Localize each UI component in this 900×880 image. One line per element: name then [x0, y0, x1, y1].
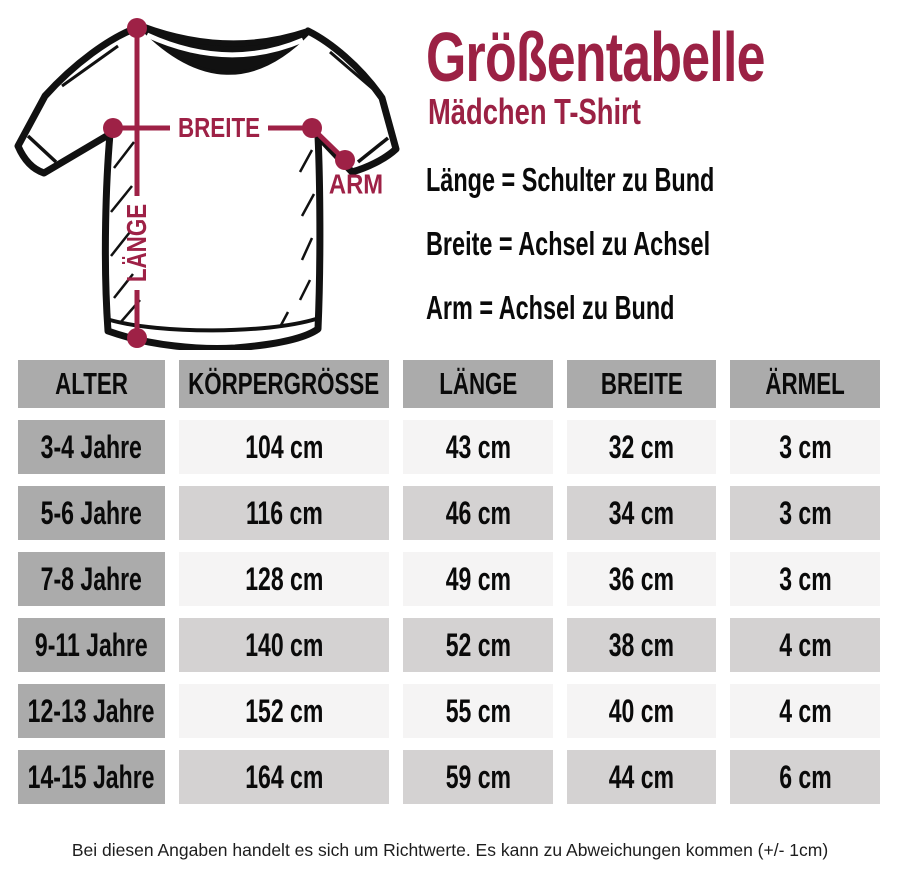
value-cell: 3 cm [730, 552, 880, 606]
value-cell: 6 cm [730, 750, 880, 804]
arm-label: ARM [328, 167, 384, 201]
value-cell: 164 cm [179, 750, 389, 804]
laenge-label: LÄNGE [121, 203, 153, 283]
page-subtitle: Mädchen T-Shirt [428, 91, 641, 132]
age-cell: 14-15 Jahre [18, 750, 165, 804]
value-cell: 52 cm [403, 618, 553, 672]
value-cell: 128 cm [179, 552, 389, 606]
definition-breite: Breite = Achsel zu Achsel [426, 225, 711, 262]
value-cell: 55 cm [403, 684, 553, 738]
value-cell: 152 cm [179, 684, 389, 738]
column-header-laenge: LÄNGE [403, 360, 553, 408]
value-cell: 43 cm [403, 420, 553, 474]
value-cell: 36 cm [567, 552, 716, 606]
size-table [18, 360, 880, 804]
value-cell: 40 cm [567, 684, 716, 738]
value-cell: 44 cm [567, 750, 716, 804]
definition-laenge: Länge = Schulter zu Bund [426, 161, 715, 198]
value-cell: 3 cm [730, 486, 880, 540]
column-header-aermel: ÄRMEL [730, 360, 880, 408]
age-cell: 3-4 Jahre [18, 420, 165, 474]
value-cell: 49 cm [403, 552, 553, 606]
value-cell: 34 cm [567, 486, 716, 540]
age-cell: 5-6 Jahre [18, 486, 165, 540]
value-cell: 4 cm [730, 618, 880, 672]
age-cell: 12-13 Jahre [18, 684, 165, 738]
tshirt-size-diagram [0, 0, 410, 350]
value-cell: 59 cm [403, 750, 553, 804]
disclaimer-note: Bei diesen Angaben handelt es sich um Richtwerte. Es kann zu Abweichungen kommen (+/- 1cm) [71, 840, 829, 860]
column-header-koerpergroesse: KÖRPERGRÖSSE [179, 360, 389, 408]
breite-label: BREITE [177, 112, 261, 144]
value-cell: 46 cm [403, 486, 553, 540]
value-cell: 104 cm [179, 420, 389, 474]
value-cell: 3 cm [730, 420, 880, 474]
age-cell: 7-8 Jahre [18, 552, 165, 606]
value-cell: 32 cm [567, 420, 716, 474]
age-cell: 9-11 Jahre [18, 618, 165, 672]
definition-arm: Arm = Achsel zu Bund [426, 289, 675, 326]
column-header-breite: BREITE [567, 360, 716, 408]
tshirt-icon [0, 0, 410, 350]
value-cell: 116 cm [179, 486, 389, 540]
value-cell: 140 cm [179, 618, 389, 672]
value-cell: 38 cm [567, 618, 716, 672]
column-header-alter: ALTER [18, 360, 165, 408]
value-cell: 4 cm [730, 684, 880, 738]
page-title: Größentabelle [426, 18, 765, 96]
